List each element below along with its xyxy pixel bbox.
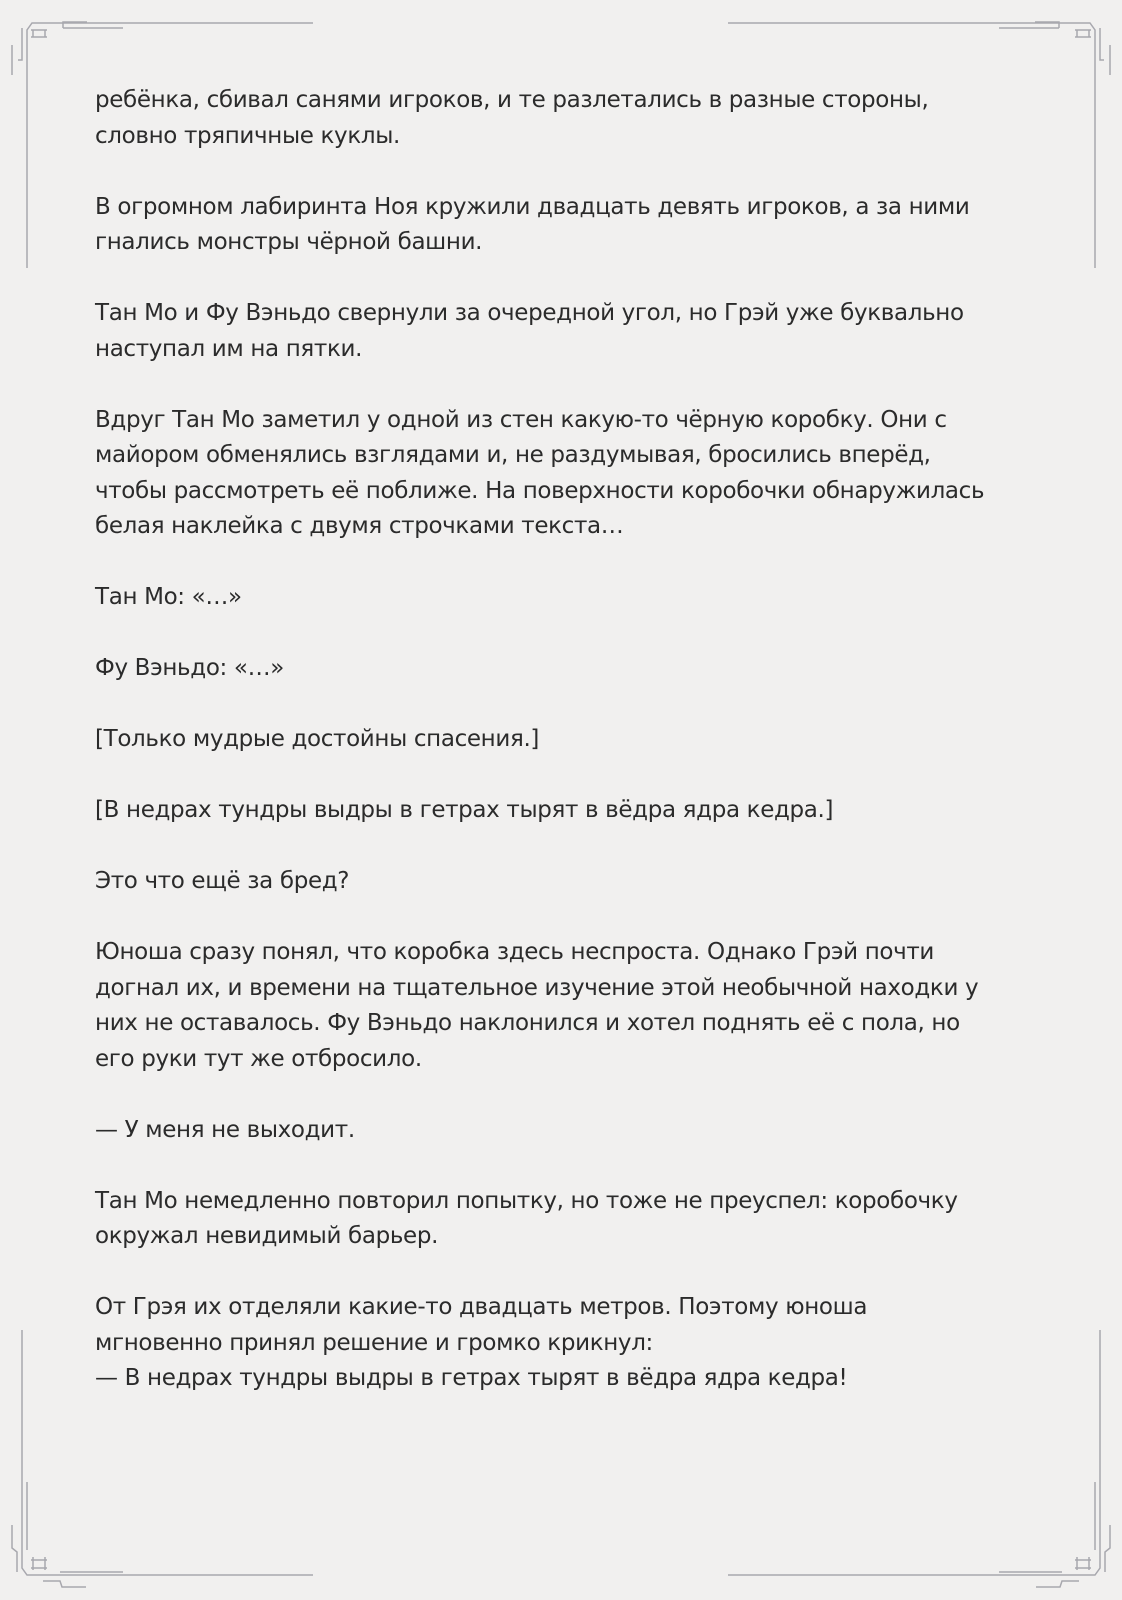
paragraph: Вдруг Тан Мо заметил у одной из стен какую-то чёрную коробку. Они с майором обменялись взглядами и, не раздумывая, бросились вперёд, чтобы рассмотреть её поближе. На поверхности коробочки обнаружилась белая наклейка с двумя строчками текста…: [95, 406, 985, 539]
paragraph: Тан Мо и Фу Вэньдо свернули за очередной угол, но Грэй уже буквально наступал им на пятки.: [95, 300, 964, 362]
system-message: [В недрах тундры выдры в гетрах тырят в вёдра ядра кедра.]: [95, 797, 834, 823]
document-body: [95, 83, 1035, 1432]
dialogue-line: — У меня не выходит.: [95, 1116, 355, 1143]
dialogue-line: Фу Вэньдо: «…»: [95, 655, 284, 681]
dialogue-line: Тан Мо: «…»: [95, 584, 242, 610]
paragraph: В огромном лабиринта Ноя кружили двадцать девять игроков, а за ними гнались монстры чёрной башни.: [95, 193, 970, 255]
paragraph: Юноша сразу понял, что коробка здесь неспроста. Однако Грэй почти догнал их, и времени на тщательное изучение этой необычной находки у них не оставалось. Фу Вэньдо наклонился и хотел поднять её с пола, но его руки тут же отбросило.: [95, 939, 979, 1072]
paragraph: ребёнка, сбивал санями игроков, и те разлетались в разные стороны, словно тряпичные куклы.: [95, 87, 929, 149]
system-message: [Только мудрые достойны спасения.]: [95, 726, 540, 752]
paragraph: Тан Мо немедленно повторил попытку, но тоже не преуспел: коробочку окружал невидимый барьер.: [95, 1187, 958, 1249]
paragraph: Это что ещё за бред?: [95, 868, 350, 894]
paragraph: От Грэя их отделяли какие-то двадцать метров. Поэтому юноша мгновенно принял решение и громко крикнул: — В недрах тундры выдры в гетрах тырят в вёдра ядра кедра!: [95, 1294, 868, 1391]
